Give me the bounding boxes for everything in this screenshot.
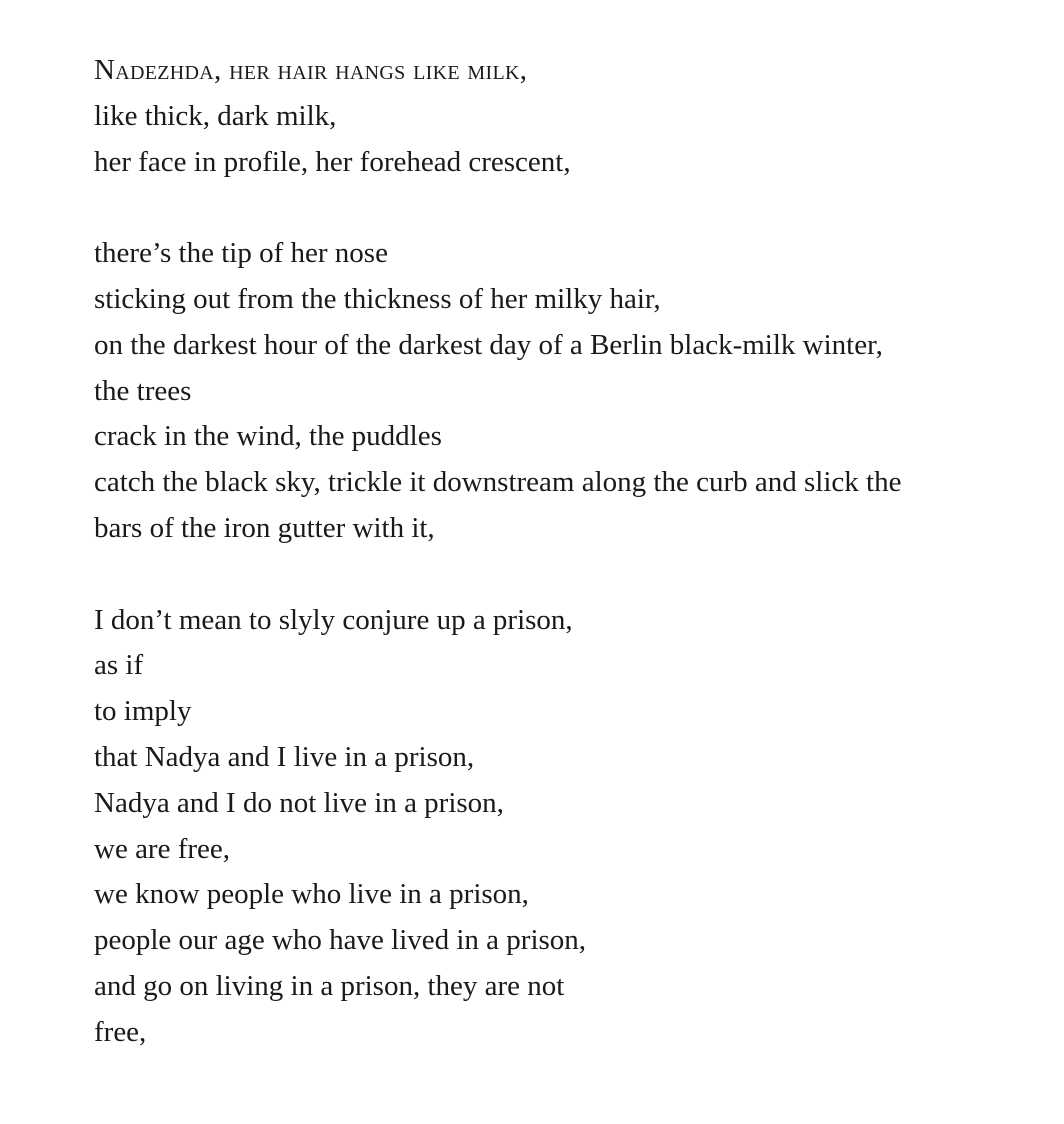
poem-line: on the darkest hour of the darkest day of a Berlin black-milk winter, [94,328,883,361]
poem-line: her face in profile, her forehead crescent, [94,145,571,178]
poem-line: the trees [94,374,192,407]
poem-line: we know people who live in a prison, [94,878,529,911]
poem-line: to imply [94,695,192,728]
poem-line: I don’t mean to slyly conjure up a prison, [94,603,573,636]
poem-line: that Nadya and I live in a prison, [94,740,475,773]
poem-line: catch the black sky, trickle it downstream along the curb and slick the [94,466,902,499]
poem-line: people our age who have lived in a prison, [94,924,587,957]
stanza-1 [94,48,1034,185]
poem-line: we are free, [94,832,231,865]
poem-line: as if [94,649,144,682]
stanza-3 [94,598,1034,1056]
poem-line: like thick, dark milk, [94,99,337,132]
poem-line: and go on living in a prison, they are not [94,969,565,1002]
poem-line: there’s the tip of her nose [94,237,388,270]
poem-line: free, [94,1015,147,1048]
poem-line: Nadezhda, her hair hangs like milk, [94,54,528,86]
poem-line: crack in the wind, the puddles [94,420,442,453]
poem-page [94,48,1034,1056]
stanza-2 [94,231,1034,552]
poem-line: bars of the iron gutter with it, [94,511,435,544]
poem-line: sticking out from the thickness of her milky hair, [94,282,661,315]
poem-line: Nadya and I do not live in a prison, [94,786,504,819]
